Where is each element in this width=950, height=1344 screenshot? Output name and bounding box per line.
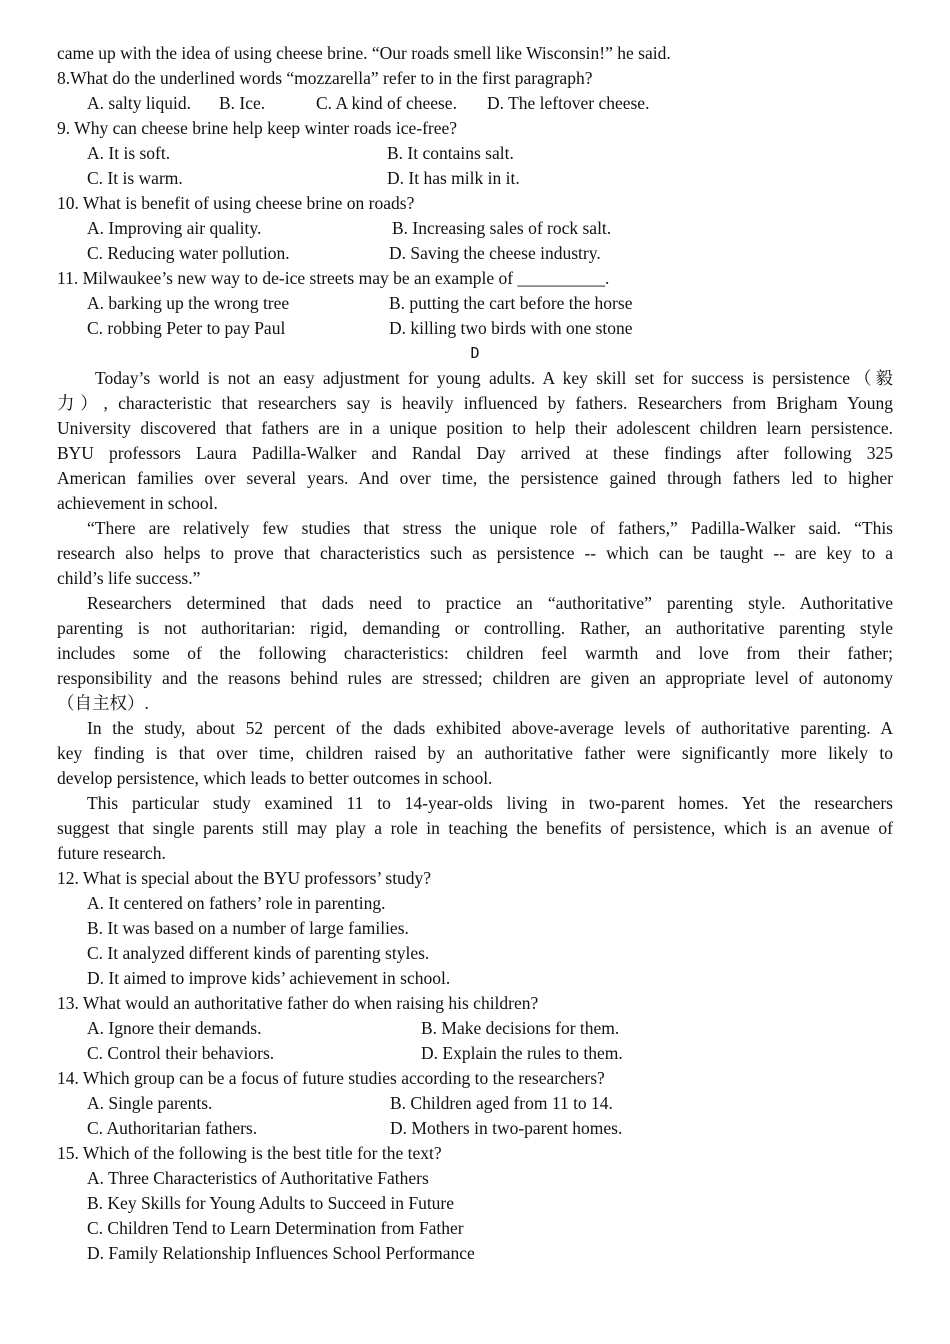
question-9 xyxy=(57,116,893,191)
passage-line: responsibility and the reasons behind rules are stressed; children are given an appropriate level of autonomy xyxy=(57,668,893,688)
passage-line: develop persistence, which leads to better outcomes in school. xyxy=(57,768,493,788)
option-row xyxy=(57,1091,893,1116)
passage-line: key finding is that over time, children raised by an authoritative father were significantly more likely to xyxy=(57,743,893,763)
passage-line: This particular study examined 11 to 14-year-olds living in two-parent homes. Yet the researchers xyxy=(87,793,893,813)
passage-line: suggest that single parents still may play a role in teaching the benefits of persistence, which is an avenue of xyxy=(57,818,893,838)
passage-line: parenting is not authoritarian: rigid, demanding or controlling. Rather, an authoritative parenting style xyxy=(57,618,893,638)
option-b: B. It was based on a number of large families. xyxy=(87,918,409,938)
question-stem: 14. Which group can be a focus of future studies according to the researchers? xyxy=(57,1068,605,1088)
exam-page xyxy=(57,41,893,1266)
passage-line: American families over several years. And over time, the persistence gained through fathers led to higher xyxy=(57,468,893,488)
passage-line: Today’s world is not an easy adjustment for young adults. A key skill set for success is persistence（毅 xyxy=(95,368,893,388)
option-c: C. It is warm. xyxy=(87,168,183,188)
option-b: B. Ice. xyxy=(219,93,266,113)
option-row xyxy=(57,91,893,116)
intro-line: came up with the idea of using cheese brine. “Our roads smell like Wisconsin!” he said. xyxy=(57,43,671,63)
passage xyxy=(57,366,893,866)
option-b: B. Key Skills for Young Adults to Succeed in Future xyxy=(87,1193,455,1213)
option-c: C. It analyzed different kinds of parenting styles. xyxy=(87,943,430,963)
option-c: C. A kind of cheese. xyxy=(316,93,457,113)
option-a: A. salty liquid. xyxy=(87,93,192,113)
option-row xyxy=(57,241,893,266)
option-a: A. It is soft. xyxy=(87,143,171,163)
option-a: A. Three Characteristics of Authoritative Fathers xyxy=(87,1168,429,1188)
option-a: A. Improving air quality. xyxy=(87,218,262,238)
option-d: D. Family Relationship Influences School Performance xyxy=(87,1243,475,1263)
option-d: D. Explain the rules to them. xyxy=(421,1043,623,1063)
question-8 xyxy=(57,66,893,116)
passage-line: University discovered that fathers are in a unique position to help their adolescent children learn persistence. xyxy=(57,418,893,438)
passage-line: Researchers determined that dads need to practice an “authoritative” parenting style. Authoritative xyxy=(87,593,893,613)
option-b: B. Make decisions for them. xyxy=(421,1018,620,1038)
question-12 xyxy=(57,866,893,991)
option-row xyxy=(57,141,893,166)
question-stem: 13. What would an authoritative father do when raising his children? xyxy=(57,993,539,1013)
option-row xyxy=(57,166,893,191)
option-a: A. barking up the wrong tree xyxy=(87,293,290,313)
question-11 xyxy=(57,266,893,341)
option-b: B. Children aged from 11 to 14. xyxy=(390,1093,613,1113)
passage-line: future research. xyxy=(57,843,166,863)
option-c: C. Reducing water pollution. xyxy=(87,243,290,263)
option-b: B. It contains salt. xyxy=(387,143,514,163)
option-d: D. killing two birds with one stone xyxy=(389,318,633,338)
question-13 xyxy=(57,991,893,1066)
option-d: D. Mothers in two-parent homes. xyxy=(390,1118,623,1138)
option-c: C. Authoritarian fathers. xyxy=(87,1118,258,1138)
option-a: A. It centered on fathers’ role in parenting. xyxy=(87,893,386,913)
question-14 xyxy=(57,1066,893,1141)
passage-line: child’s life success.” xyxy=(57,568,201,588)
option-d: D. It aimed to improve kids’ achievement in school. xyxy=(87,968,451,988)
option-a: A. Single parents. xyxy=(87,1093,213,1113)
passage-line: research also helps to prove that characteristics such as persistence -- which can be taught -- are key to a xyxy=(57,543,893,563)
option-d: D. Saving the cheese industry. xyxy=(389,243,601,263)
option-row xyxy=(57,316,893,341)
question-stem: 8.What do the underlined words “mozzarella” refer to in the first paragraph? xyxy=(57,68,593,88)
option-row xyxy=(57,291,893,316)
option-d: D. It has milk in it. xyxy=(387,168,520,188)
option-b: B. putting the cart before the horse xyxy=(389,293,633,313)
question-stem: 10. What is benefit of using cheese brine on roads? xyxy=(57,193,415,213)
option-b: B. Increasing sales of rock salt. xyxy=(392,218,612,238)
passage-line: “There are relatively few studies that stress the unique role of fathers,” Padilla-Walker said. “This xyxy=(87,518,893,538)
question-stem: 12. What is special about the BYU professors’ study? xyxy=(57,868,432,888)
question-stem: 9. Why can cheese brine help keep winter roads ice-free? xyxy=(57,118,458,138)
option-row xyxy=(57,1116,893,1141)
option-row xyxy=(57,1016,893,1041)
passage-line: （自主权）. xyxy=(57,693,149,713)
question-15 xyxy=(57,1141,893,1266)
question-10 xyxy=(57,191,893,266)
option-c: C. Control their behaviors. xyxy=(87,1043,275,1063)
section-label: D xyxy=(470,344,480,362)
option-c: C. Children Tend to Learn Determination from Father xyxy=(87,1218,464,1238)
option-c: C. robbing Peter to pay Paul xyxy=(87,318,286,338)
passage-line: achievement in school. xyxy=(57,493,218,513)
question-stem: 11. Milwaukee’s new way to de-ice streets may be an example of __________. xyxy=(57,268,610,288)
option-row xyxy=(57,1041,893,1066)
passage-line: 力）, characteristic that researchers say is heavily influenced by fathers. Researchers from Brigham Young xyxy=(57,393,893,413)
option-row xyxy=(57,216,893,241)
passage-line: includes some of the following characteristics: children feel warmth and love from their father; xyxy=(57,643,893,663)
passage-line: In the study, about 52 percent of the dads exhibited above-average levels of authoritative parenting. A xyxy=(87,718,893,738)
question-stem: 15. Which of the following is the best title for the text? xyxy=(57,1143,442,1163)
option-d: D. The leftover cheese. xyxy=(487,93,650,113)
passage-line: BYU professors Laura Padilla-Walker and Randal Day arrived at these findings after following 325 xyxy=(57,443,893,463)
option-a: A. Ignore their demands. xyxy=(87,1018,262,1038)
